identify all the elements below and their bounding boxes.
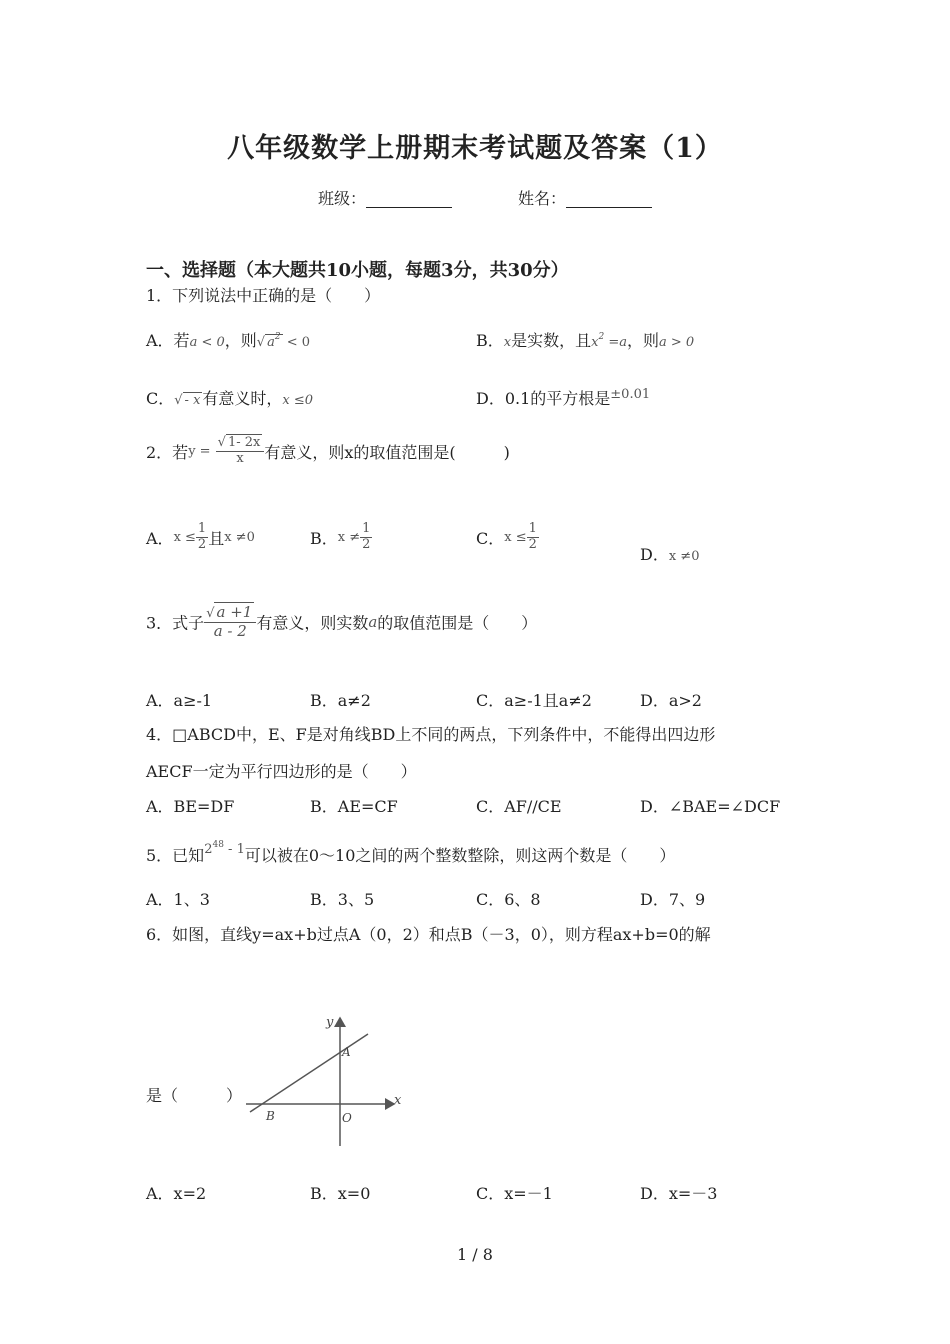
q6-option-d: D．x=－3 (640, 1184, 718, 1203)
q3-option-b: B．a≠2 (310, 691, 371, 710)
question-4-line1: 4．□ABCD中，E、F是对角线BD上不同的两点，下列条件中，不能得出四边形 (146, 725, 716, 744)
q1-option-a: A．若a < 0，则√ $a^2 < 0$ (146, 331, 310, 350)
section-heading: 一、选择题（本大题共10小题，每题3分，共30分） (146, 260, 569, 281)
x-axis-label: x (394, 1093, 402, 1108)
class-field (318, 186, 452, 209)
point-a-label: A (342, 1045, 351, 1059)
q2-option-d: D．x ≠0 (640, 545, 700, 564)
q2-fraction: $\frac{√ 1- 2x}{x}$ (216, 436, 265, 467)
class-label: 班级： (318, 189, 367, 208)
point-b-label: B (266, 1109, 275, 1123)
q5-option-a: A．1、3 (146, 890, 210, 909)
sqrt-symbol: √ (256, 335, 266, 350)
q4-option-a: A．BE=DF (146, 797, 235, 816)
q2-option-c: C．x ≤ $\frac{1}{2}$ (476, 521, 537, 552)
q5-option-d: D．7、9 (640, 890, 706, 909)
q5-option-c: C．6、8 (476, 890, 541, 909)
question-6-line1: 6．如图，直线y=ax+b过点A（0，2）和点B（－3，0），则方程ax+b=0的解 (146, 925, 711, 944)
q2-option-b: B．x ≠ $\frac{1}{2}$ (310, 521, 371, 552)
question-2-stem: 2．若y = $\frac{√ 1- 2x}{x}$ 有意义，则x的取值范围是( ) (146, 435, 510, 466)
origin-label: O (342, 1111, 352, 1125)
q3-option-a: A．a≥-1 (146, 691, 213, 710)
question-3-stem: 3．式子 $\frac{√ a +1}{a - 2}$ 有意义，则实数a的取值范围是（ ） (146, 603, 538, 640)
name-blank[interactable] (566, 189, 652, 208)
q5-option-b: B．3、5 (310, 890, 375, 909)
q3-option-c: C．a≥-1且a≠2 (476, 691, 592, 710)
q4-option-d: D．∠BAE=∠DCF (640, 797, 781, 816)
q4-option-c: C．AF//CE (476, 797, 562, 816)
page-number: 1 / 8 (457, 1245, 493, 1264)
y-axis-label: y (326, 1015, 334, 1030)
question-1-stem: 1．下列说法中正确的是（ ） (146, 286, 381, 305)
page-title: 八年级数学上册期末考试题及答案（1） (227, 133, 723, 164)
q4-option-b: B．AE=CF (310, 797, 398, 816)
class-blank[interactable] (366, 189, 452, 208)
q1-option-c: C．√ - x 有意义时，x ≤0 (146, 389, 314, 408)
q1-option-d: D．0.1的平方根是$^{\pm 0.01}$ (476, 387, 651, 408)
q6-line-graph (244, 1012, 404, 1152)
q3-option-d: D．a>2 (640, 691, 702, 710)
q6-option-a: A．x=2 (146, 1184, 207, 1203)
question-4-line2: AECF一定为平行四边形的是（ ） (146, 762, 417, 781)
q6-option-b: B．x=0 (310, 1184, 371, 1203)
q1-option-b: B．x是实数，且$x^2 =a$，则a > 0 (476, 331, 695, 350)
sqrt-symbol: √ (174, 393, 183, 408)
q6-option-c: C．x=－1 (476, 1184, 553, 1203)
name-field (518, 186, 652, 209)
q2-option-a: A．x ≤ $\frac{1}{2}$ 且x ≠0 (146, 521, 255, 552)
q3-fraction: $\frac{√ a +1}{a - 2}$ (204, 604, 256, 640)
name-label: 姓名： (518, 189, 567, 208)
question-5-stem: 5．已知$^{248}$ $^{- 1}$可以被在0～10之间的两个整数整除，则这两个数是（ ） (146, 840, 676, 865)
question-6-line2: 是（ ） (146, 1086, 243, 1105)
